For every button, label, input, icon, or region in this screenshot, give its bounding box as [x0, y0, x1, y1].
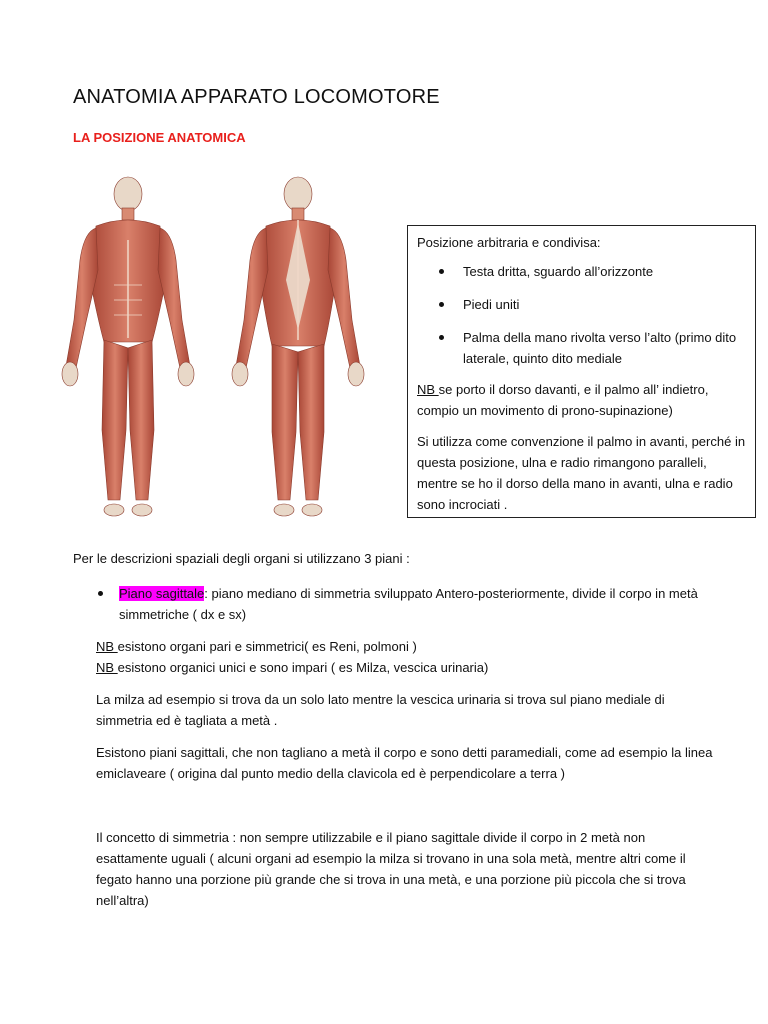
main-text: [73, 548, 713, 911]
list-item: Palma della mano rivolta verso l’alto (primo dito laterale, quinto dito mediale: [463, 327, 747, 369]
box-convention-note: Si utilizza come convenzione il palmo in avanti, perché in questa posizione, ulna e radio rimangono paralleli, mentre se ho il dorso della mano in avanti, ulna e radio sono incrociati .: [417, 434, 746, 512]
anatomy-figures-svg: [40, 170, 390, 535]
section-subtitle: LA POSIZIONE ANATOMICA: [73, 130, 246, 145]
nb-text: esistono organici unici e sono impari ( es Milza, vescica urinaria): [117, 660, 489, 675]
box-intro: Posizione arbitraria e condivisa:: [417, 235, 601, 250]
planes-intro: Per le descrizioni spaziali degli organi si utilizzano 3 piani :: [73, 551, 410, 566]
list-item: Piedi uniti: [463, 294, 747, 315]
page-title: ANATOMIA APPARATO LOCOMOTORE: [73, 86, 440, 108]
milza-paragraph: La milza ad esempio si trova da un solo lato mentre la vescica urinaria si trova sul piano mediale di simmetria ed è tagliata a metà .: [96, 692, 665, 728]
nb-text: esistono organi pari e simmetrici( es Reni, polmoni ): [117, 639, 417, 654]
anatomical-position-box: [407, 225, 756, 518]
nb-label: NB: [96, 639, 118, 654]
highlighted-term: Piano sagittale: [119, 586, 205, 601]
nb-note-2: [96, 657, 713, 678]
symmetry-paragraph: Il concetto di simmetria : non sempre utilizzabile e il piano sagittale divide il corpo in 2 metà non esattamente uguali ( alcuni organi ad esempio la milza si trovano in una sola metà, mentre altri come il fegato hanno una porzione più grande che si trova in una metà, e una porzione più piccola che si trova nell’altra): [96, 830, 686, 908]
nb-text: se porto il dorso davanti, e il palmo all’ indietro, compio un movimento di prono-supinazione): [417, 382, 709, 418]
sagittal-definition: : piano mediano di simmetria sviluppato Antero-posteriormente, divide il corpo in metà simmetriche ( dx e sx): [119, 586, 698, 622]
back-figure: [232, 177, 364, 516]
box-bullet-list: [417, 261, 747, 369]
nb-notes: [73, 636, 713, 678]
list-item: Testa dritta, sguardo all’orizzonte: [463, 261, 747, 282]
nb-label: NB: [96, 660, 118, 675]
front-figure: [62, 177, 194, 516]
nb-note-1: [96, 636, 713, 657]
box-nb-note: [417, 379, 747, 421]
nb-label: NB: [417, 382, 439, 397]
parasagittal-paragraph: Esistono piani sagittali, che non tagliano a metà il corpo e sono detti paramediali, come ad esempio la linea emiclaveare ( origina dal punto medio della clavicola ed è perpendicolare a terra ): [96, 745, 713, 781]
anatomy-figures-image: [40, 170, 390, 535]
sagittal-bullet: [73, 583, 713, 625]
